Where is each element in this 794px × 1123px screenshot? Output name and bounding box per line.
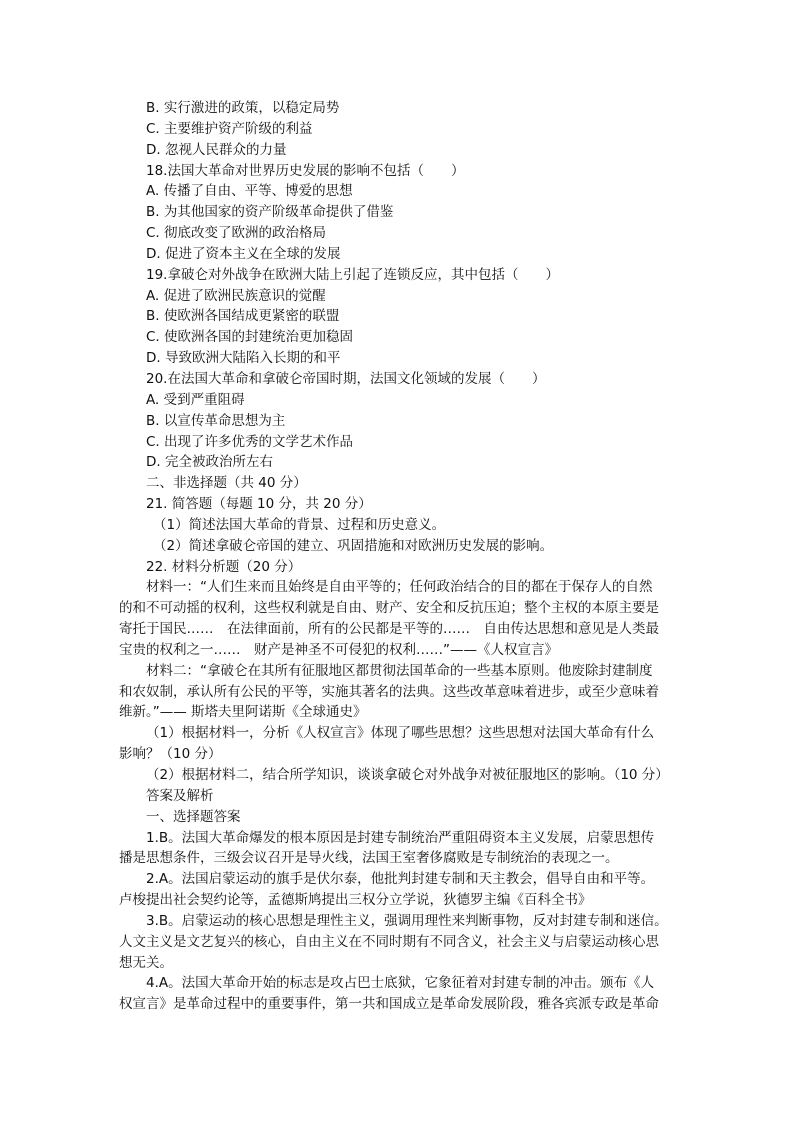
q22-stem: 22. 材料分析题（20 分） (146, 558, 302, 575)
answer-line: 想无关。 (119, 954, 173, 971)
q21-item-2: （2）简述拿破仑帝国的建立、巩固措施和对欧洲历史发展的影响。 (153, 537, 554, 554)
q18-stem: 18.法国大革命对世界历史发展的影响不包括（ ） (146, 162, 465, 179)
sub-question-1-line: （1）根据材料一，分析《人权宣言》体现了哪些思想？这些思想对法国大革命有什么 (146, 725, 655, 742)
answer-line: 2.A。法国启蒙运动的旗手是伏尔泰，他批判封建专制和天主教会，倡导自由和平等。 (146, 871, 655, 888)
q17-option-d: D. 忽视人民群众的力量 (146, 141, 287, 158)
answer-line: 1.B。法国大革命爆发的根本原因是封建专制统治严重阻碍资本主义发展，启蒙思想传 (146, 829, 655, 846)
q20-option-d: D. 完全被政治所左右 (146, 454, 273, 471)
q19-option-c: C. 使欧洲各国的封建统治更加稳固 (146, 329, 354, 346)
q20-stem: 20.在法国大革命和拿破仑帝国时期，法国文化领域的发展（ ） (146, 370, 546, 387)
answer-line: 人文主义是文艺复兴的核心，自由主义在不同时期有不同含义，社会主义与启蒙运动核心思 (119, 933, 659, 950)
answer-line: 4.A。法国大革命开始的标志是攻占巴士底狱，它象征着对封建专制的冲击。颁布《人 (146, 975, 655, 992)
material-2-line: 和农奴制，承认所有公民的平等，实施其著名的法典。这些改革意味着进步，或至少意味着 (119, 683, 659, 700)
q18-option-b: B. 为其他国家的资产阶级革命提供了借鉴 (146, 204, 394, 221)
q21-item-1: （1）简述法国大革命的背景、过程和历史意义。 (153, 516, 446, 533)
document-page (119, 98, 686, 1015)
material-1-line: 寄托于国民…… 在法律面前，所有的公民都是平等的…… 自由传达思想和意见是人类最 (119, 621, 659, 638)
q18-option-d: D. 促进了资本主义在全球的发展 (146, 245, 341, 262)
q22-material-2 (119, 661, 686, 724)
answer-line: 权宣言》是革命过程中的重要事件，第一共和国成立是革命发展阶段，雅各宾派专政是革命 (119, 996, 659, 1013)
q20-option-c: C. 出现了许多优秀的文学艺术作品 (146, 433, 354, 450)
q19-option-a: A. 促进了欧洲民族意识的觉醒 (146, 287, 326, 304)
answer-2 (119, 869, 686, 911)
q19-option-d: D. 导致欧洲大陆陷入长期的和平 (146, 350, 341, 367)
answers-title: 答案及解析 (146, 787, 214, 804)
answer-1 (119, 828, 686, 870)
q20-option-a: A. 受到严重阻碍 (146, 391, 245, 408)
answer-line: 播是思想条件，三级会议召开是导火线，法国王室奢侈腐败是专制统治的表现之一。 (119, 850, 619, 867)
sub-question-2-line: （2）根据材料二，结合所学知识，谈谈拿破仑对外战争对被征服地区的影响。（10 分） (146, 767, 669, 783)
q19-option-b: B. 使欧洲各国结成更紧密的联盟 (146, 308, 340, 325)
q17-option-c: C. 主要维护资产阶级的利益 (146, 120, 313, 137)
q22-sub-question-2 (119, 765, 686, 786)
material-1-line: 的和不可动摇的权利，这些权利就是自由、财产、安全和反抗压迫；整个主权的本原主要是 (119, 600, 659, 617)
answers-section-1-title: 一、选择题答案 (146, 808, 241, 825)
q22-material-1 (119, 577, 686, 660)
q22-sub-question-1 (119, 723, 686, 765)
q17-option-b: B. 实行激进的政策，以稳定局势 (146, 100, 340, 116)
material-2-line: 维新。”—— 斯塔夫里阿诺斯《全球通史》 (119, 704, 367, 721)
answer-line: 卢梭提出社会契约论等，孟德斯鸠提出三权分立学说，狄德罗主编《百科全书》 (119, 892, 592, 909)
material-1-line: 材料一：“人们生来而且始终是自由平等的；任何政治结合的目的都在于保存人的自然 (146, 579, 653, 596)
answer-line: 3.B。启蒙运动的核心思想是理性主义，强调用理性来判断事物，反对封建专制和迷信。 (146, 912, 668, 929)
sub-question-1-line: 影响？（10 分） (119, 746, 222, 763)
q21-stem: 21. 简答题（每题 10 分，共 20 分） (146, 496, 372, 513)
q20-option-b: B. 以宣传革命思想为主 (146, 412, 286, 429)
material-2-line: 材料二：“拿破仑在其所有征服地区都贯彻法国革命的一些基本原则。他废除封建制度 (146, 662, 653, 679)
q18-option-c: C. 彻底改变了欧洲的政治格局 (146, 225, 327, 242)
answer-4 (119, 973, 686, 1015)
q18-option-a: A. 传播了自由、平等、博爱的思想 (146, 183, 353, 200)
material-1-line: 宝贵的权利之一…… 财产是神圣不可侵犯的权利……”——《人权宣言》 (119, 641, 558, 658)
answer-3 (119, 911, 686, 974)
q19-stem: 19.拿破仑对外战争在欧洲大陆上引起了连锁反应，其中包括（ ） (146, 266, 559, 283)
section-2-title: 二、非选择题（共 40 分） (146, 475, 307, 492)
